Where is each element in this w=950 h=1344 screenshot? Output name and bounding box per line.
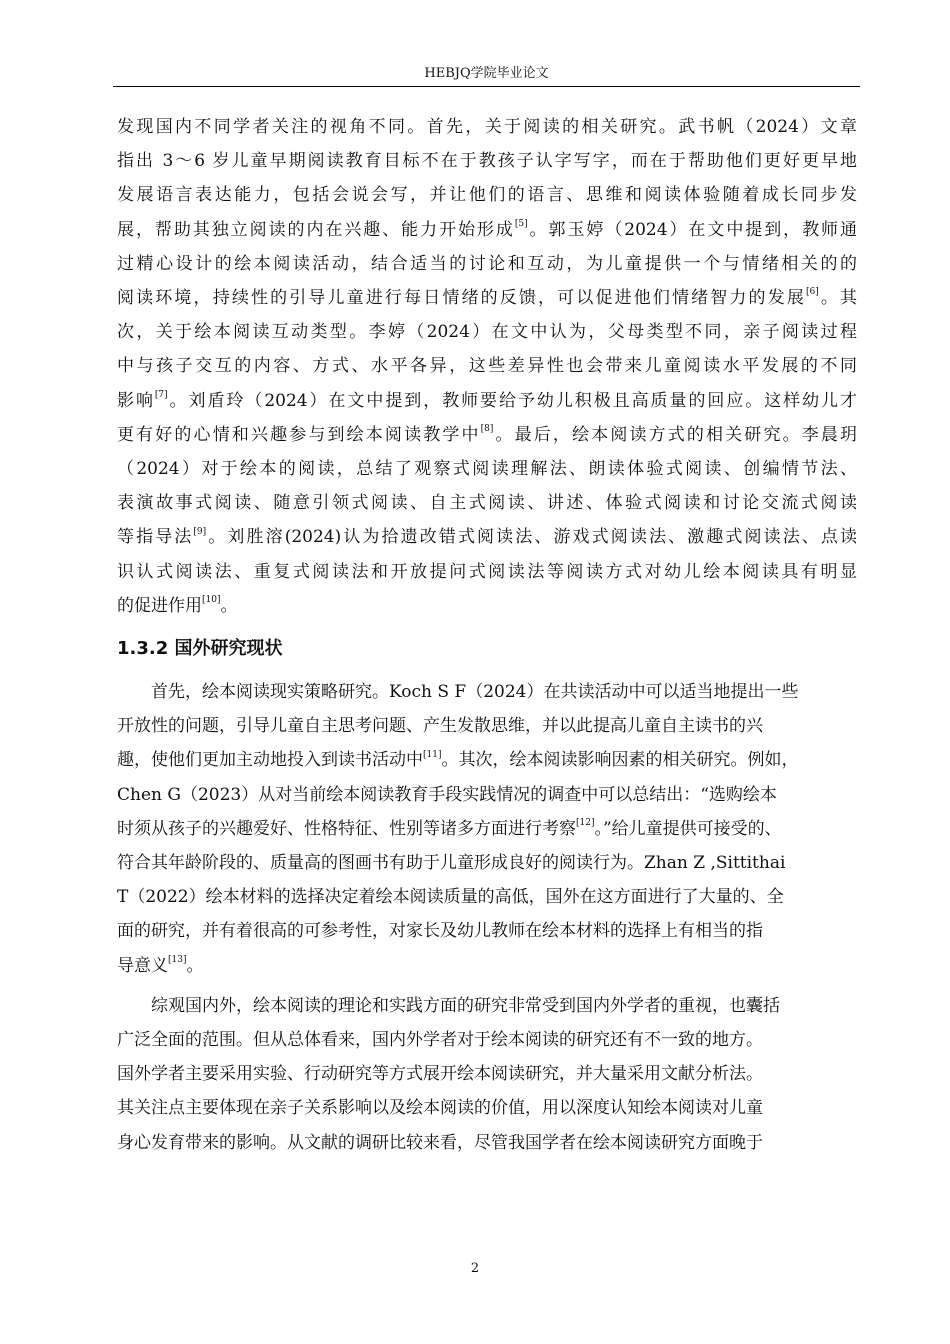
text-line: 表演故事式阅读、随意引领式阅读、自主式阅读、讲述、体验式阅读和讨论交流式阅读 bbox=[117, 493, 857, 514]
text-line: 展，帮助其独立阅读的内在兴趣、能力开始形成[5]。郭玉婷（2024）在文中提到，教师通 bbox=[117, 218, 858, 240]
citation-marker: [10] bbox=[202, 595, 221, 606]
text-line: 发现国内不同学者关注的视角不同。首先，关于阅读的相关研究。武书帆（2024）文章 bbox=[117, 117, 857, 137]
text-line: 时须从孩子的兴趣爱好、性格特征、性别等诸多方面进行考察[12]。”给儿童提供可接受的、 bbox=[117, 818, 782, 839]
citation-marker: [12] bbox=[576, 818, 595, 829]
header-rule bbox=[113, 86, 860, 87]
text-line: 广泛全面的范围。但从总体看来，国内外学者对于绘本阅读的研究还有不一致的地方。 bbox=[117, 1030, 763, 1051]
citation-marker: [13] bbox=[168, 955, 187, 966]
text-line: 中与孩子交互的内容、方式、水平各异，这些差异性也会带来儿童阅读水平发展的不同 bbox=[117, 356, 857, 377]
page-body bbox=[117, 110, 857, 1160]
text-line: 导意义[13]。 bbox=[117, 955, 204, 976]
text-line: 发展语言表达能力，包括会说会写，并让他们的语言、思维和阅读体验随着成长同步发 bbox=[117, 185, 857, 206]
text-line: 面的研究，并有着很高的可参考性，对家长及幼儿教师在绘本材料的选择上有相当的指 bbox=[117, 921, 763, 942]
text-line: 首先，绘本阅读现实策略研究。Koch S F（2024）在共读活动中可以适当地提出一些 bbox=[151, 682, 799, 703]
text-line: 综观国内外，绘本阅读的理论和实践方面的研究非常受到国内外学者的重视，也囊括 bbox=[151, 995, 780, 1016]
text-line: 开放性的问题，引导儿童自主思考问题、产生发散思维，并以此提高儿童自主读书的兴 bbox=[117, 716, 763, 737]
citation-marker: [11] bbox=[423, 749, 442, 760]
page-number: 2 bbox=[470, 1261, 480, 1276]
section-heading: 1.3.2 国外研究现状 bbox=[117, 638, 283, 660]
text-line: 身心发育带来的影响。从文献的调研比较来看，尽管我国学者在绘本阅读研究方面晚于 bbox=[117, 1132, 763, 1153]
text-line: 其关注点主要体现在亲子关系影响以及绘本阅读的价值，用以深度认知绘本阅读对儿童 bbox=[117, 1098, 763, 1119]
citation-marker: [8] bbox=[480, 424, 494, 435]
text-line: 趣，使他们更加主动地投入到读书活动中[11]。其次，绘本阅读影响因素的相关研究。例如， bbox=[117, 749, 799, 771]
text-line: 更有好的心情和兴趣参与到绘本阅读教学中[8]。最后，绘本阅读方式的相关研究。李晨玥 bbox=[117, 424, 857, 445]
text-line: 过精心设计的绘本阅读活动，结合适当的讨论和互动，为儿童提供一个与情绪相关的的 bbox=[117, 253, 857, 274]
citation-marker: [9] bbox=[193, 526, 207, 537]
text-line: 国外学者主要采用实验、行动研究等方式展开绘本阅读研究，并大量采用文献分析法。 bbox=[117, 1064, 763, 1085]
text-line: 等指导法[9]。刘胜溶(2024)认为拾遗改错式阅读法、游戏式阅读法、激趣式阅读法、点读 bbox=[117, 526, 858, 548]
citation-marker: [7] bbox=[154, 389, 168, 400]
text-line: （2024）对于绘本的阅读，总结了观察式阅读理解法、朗读体验式阅读、创编情节法、 bbox=[117, 459, 857, 480]
text-line: T（2022）绘本材料的选择决定着绘本阅读质量的高低，国外在这方面进行了大量的、全 bbox=[117, 887, 784, 908]
text-line: 的促进作用[10]。 bbox=[117, 595, 238, 616]
text-line: 符合其年龄阶段的、质量高的图画书有助于儿童形成良好的阅读行为。Zhan Z ,Sittithai bbox=[117, 853, 786, 874]
text-line: 指出 3～6 岁儿童早期阅读教育目标不在于教孩子认字写字，而在于帮助他们更好更早地 bbox=[117, 151, 857, 172]
text-line: 阅读环境，持续性的引导儿童进行每日情绪的反馈，可以促进他们情绪智力的发展[6]。其 bbox=[117, 287, 858, 309]
text-line: 次，关于绘本阅读互动类型。李婷（2024）在文中认为，父母类型不同，亲子阅读过程 bbox=[117, 322, 857, 343]
citation-marker: [6] bbox=[805, 287, 819, 298]
paragraph-foreign-research bbox=[117, 675, 857, 983]
paragraph-summary bbox=[117, 989, 857, 1160]
page-header-title: HEBJQ学院毕业论文 bbox=[424, 66, 549, 81]
citation-marker: [5] bbox=[514, 218, 528, 229]
paragraph-domestic-research bbox=[117, 110, 857, 623]
text-line: 识认式阅读法、重复式阅读法和开放提问式阅读法等阅读方式对幼儿绘本阅读具有明显 bbox=[117, 561, 857, 582]
text-line: 影响[7]。刘盾玲（2024）在文中提到，教师要给予幼儿积极且高质量的回应。这样幼儿才 bbox=[117, 389, 858, 411]
text-line: Chen G（2023）从对当前绘本阅读教育手段实践情况的调查中可以总结出：“选购绘本 bbox=[117, 784, 777, 805]
